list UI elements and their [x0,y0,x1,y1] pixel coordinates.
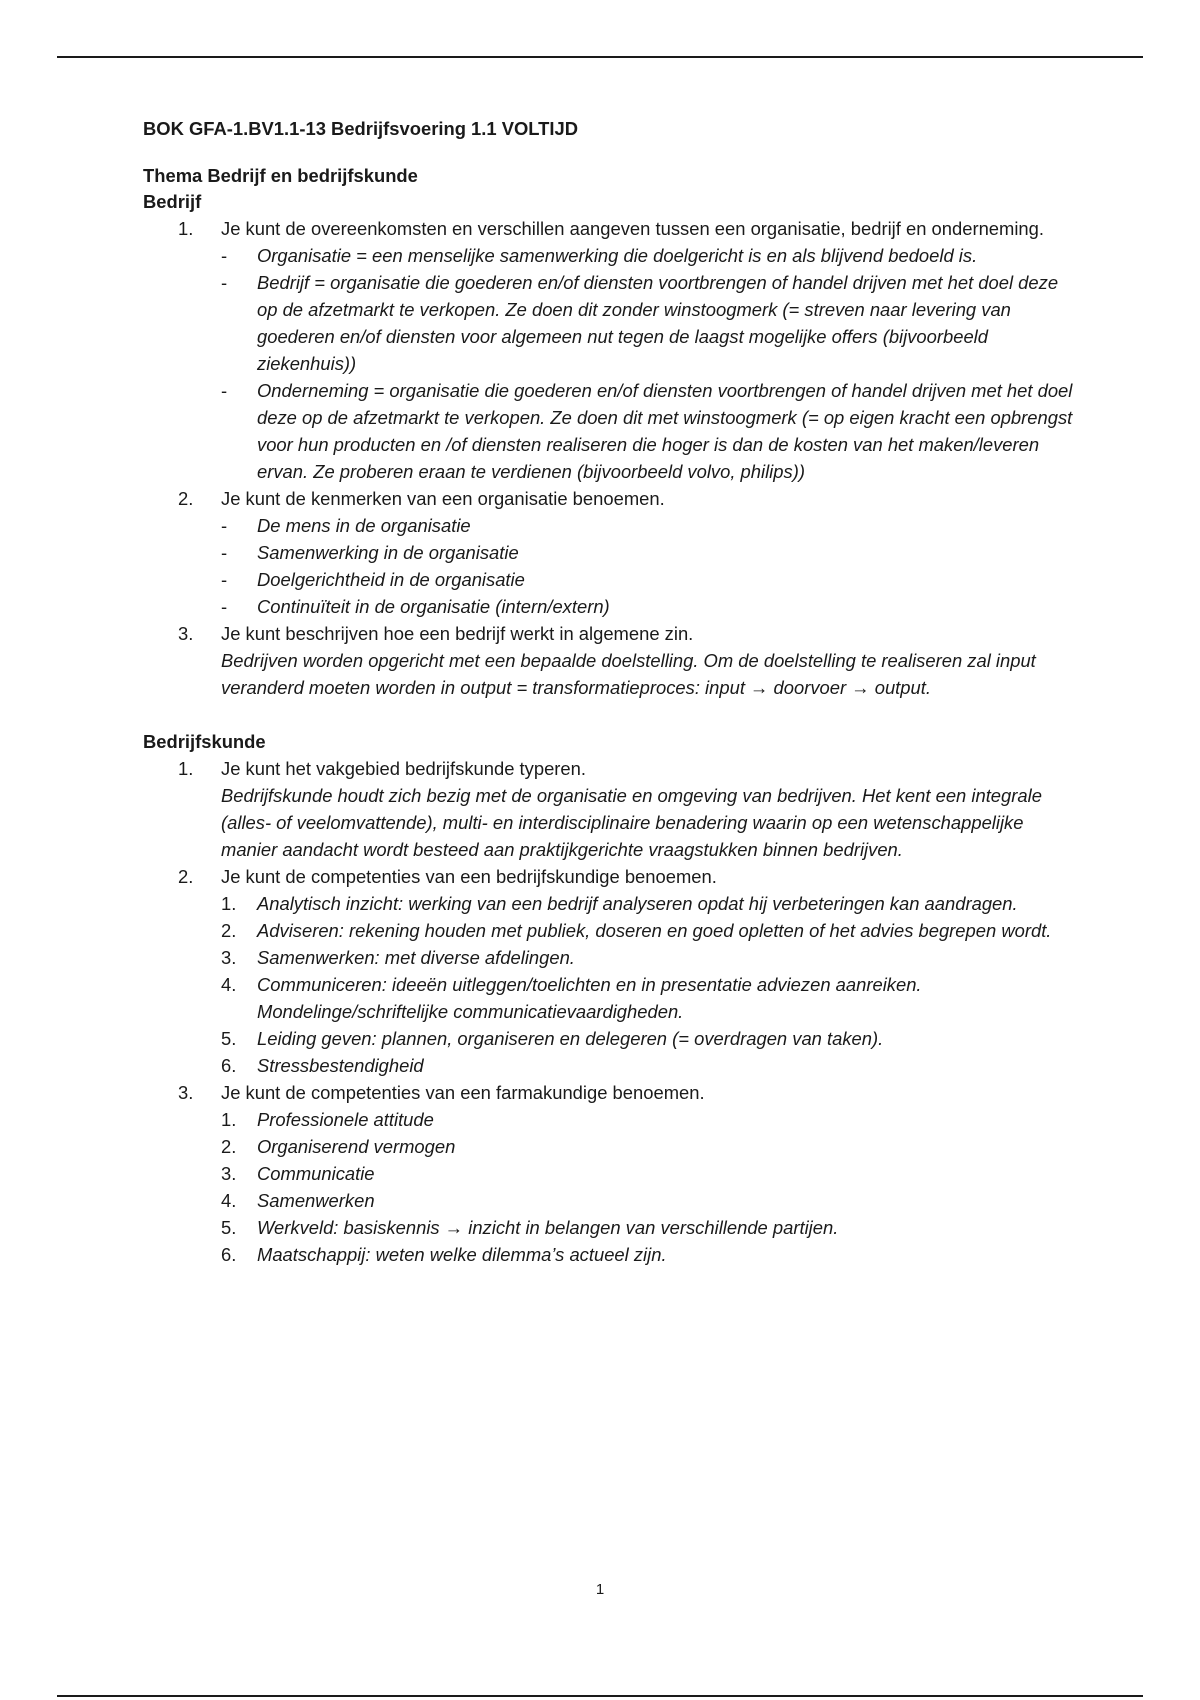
subitem-text: Samenwerken [257,1190,375,1211]
bullet-text: Onderneming = organisatie die goederen en/of diensten voortbrengen of handel drijven met het doel deze op de afzetmarkt te verkopen. Ze doen dit met winstoogmerk (= op eigen kracht een opbrengst voor hun producten en /of diensten realiseren die hoger is dan de kosten van het maken/leveren ervan. Ze proberen eraan te verdienen (bijvoorbeeld volvo, philips)) [257,380,1073,482]
dash-bullet: - [221,569,228,590]
question-item [143,215,1073,242]
dash-bullet: - [221,515,228,536]
document-title: BOK GFA-1.BV1.1-13 Bedrijfsvoering 1.1 VOLTIJD [143,118,579,139]
question-item [143,1079,1073,1106]
bullet-item [143,377,1073,485]
subitem-text: Organiserend vermogen [257,1136,456,1157]
subitem-text: Adviseren: rekening houden met publiek, doseren en goed opletten of het advies begrepen wordt. [257,920,1052,941]
question-item [143,755,1073,782]
subitem-number: 3. [221,947,237,968]
bullet-text: De mens in de organisatie [257,515,471,536]
subitem-number: 1. [221,893,237,914]
header-rule [57,56,1143,58]
dash-bullet: - [221,542,228,563]
theme-heading: Thema Bedrijf en bedrijfskunde [143,165,418,186]
subitem-text: Stressbestendigheid [257,1055,424,1076]
numbered-subitem [143,1214,1073,1241]
numbered-subitem [143,1052,1073,1079]
bullet-text: Doelgerichtheid in de organisatie [257,569,525,590]
numbered-subitem [143,890,1073,917]
question-text: Je kunt de overeenkomsten en verschillen aangeven tussen een organisatie, bedrijf en onderneming. [221,218,1044,239]
dash-bullet: - [221,272,228,293]
answer-text: Bedrijven worden opgericht met een bepaalde doelstelling. Om de doelstelling te realiseren zal input veranderd moeten worden in output = transformatieproces: input → doorvoer → output. [221,650,1036,698]
bullet-item [143,566,1073,593]
bullet-item [143,269,1073,377]
question-text: Je kunt beschrijven hoe een bedrijf werkt in algemene zin. [221,623,694,644]
dash-bullet: - [221,380,228,401]
subitem-number: 6. [221,1244,237,1265]
numbered-subitem [143,944,1073,971]
question-text: Je kunt de kenmerken van een organisatie benoemen. [221,488,665,509]
question-number: 2. [178,866,194,887]
subitem-number: 4. [221,974,237,995]
dash-bullet: - [221,596,228,617]
subitem-text: Werkveld: basiskennis → inzicht in belangen van verschillende partijen. [257,1217,839,1238]
footer-rule [57,1695,1143,1697]
question-item [143,863,1073,890]
bullet-item [143,242,1073,269]
subitem-number: 3. [221,1163,237,1184]
numbered-subitem [143,1187,1073,1214]
answer-text: Bedrijfskunde houdt zich bezig met de organisatie en omgeving van bedrijven. Het kent een integrale (alles- of veelomvattende), multi- en interdisciplinaire benadering waarin op een wetenschappelijke manier aandacht wordt besteed aan praktijkgerichte vraagstukken binnen bedrijven. [221,785,1042,860]
subitem-number: 2. [221,920,237,941]
section-heading-bedrijfskunde: Bedrijfskunde [143,731,266,752]
bullet-text: Organisatie = een menselijke samenwerking die doelgericht is en als blijvend bedoeld is. [257,245,978,266]
subitem-text: Maatschappij: weten welke dilemma’s actueel zijn. [257,1244,667,1265]
subitem-number: 1. [221,1109,237,1130]
numbered-subitem [143,1106,1073,1133]
subitem-text: Leiding geven: plannen, organiseren en delegeren (= overdragen van taken). [257,1028,884,1049]
question-text: Je kunt de competenties van een farmakundige benoemen. [221,1082,705,1103]
question-item [143,485,1073,512]
subitem-number: 2. [221,1136,237,1157]
numbered-subitem [143,971,1073,1025]
numbered-subitem [143,1160,1073,1187]
question-number: 1. [178,218,194,239]
question-number: 3. [178,1082,194,1103]
bullet-item [143,512,1073,539]
question-number: 1. [178,758,194,779]
numbered-subitem [143,1025,1073,1052]
numbered-subitem [143,1133,1073,1160]
bullet-text: Continuïteit in de organisatie (intern/extern) [257,596,610,617]
bullet-text: Bedrijf = organisatie die goederen en/of diensten voortbrengen of handel drijven met het doel deze op de afzetmarkt te verkopen. Ze doen dit zonder winstoogmerk (= streven naar levering van goederen en/of diensten voor algemeen nut tegen de laagst mogelijke offers (bijvoorbeeld ziekenhuis)) [257,272,1059,374]
question-text: Je kunt de competenties van een bedrijfskundige benoemen. [221,866,717,887]
subitem-number: 4. [221,1190,237,1211]
numbered-subitem [143,917,1073,944]
question-number: 2. [178,488,194,509]
bullet-item [143,593,1073,620]
dash-bullet: - [221,245,228,266]
question-text: Je kunt het vakgebied bedrijfskunde typeren. [221,758,586,779]
section-heading-bedrijf: Bedrijf [143,191,202,212]
document-body [143,116,1073,1268]
subitem-text: Samenwerken: met diverse afdelingen. [257,947,575,968]
subitem-number: 5. [221,1028,237,1049]
numbered-subitem [143,1241,1073,1268]
question-number: 3. [178,623,194,644]
subitem-text: Professionele attitude [257,1109,434,1130]
subitem-number: 5. [221,1217,237,1238]
bullet-text: Samenwerking in de organisatie [257,542,519,563]
bullet-item [143,539,1073,566]
question-item [143,620,1073,647]
page-number: 1 [595,1581,605,1598]
subitem-text: Communiceren: ideeën uitleggen/toelichten en in presentatie adviezen aanreiken. Mondelinge/schriftelijke communicatievaardigheden. [257,974,922,1022]
subitem-number: 6. [221,1055,237,1076]
subitem-text: Communicatie [257,1163,375,1184]
subitem-text: Analytisch inzicht: werking van een bedrijf analyseren opdat hij verbeteringen kan aandragen. [257,893,1018,914]
